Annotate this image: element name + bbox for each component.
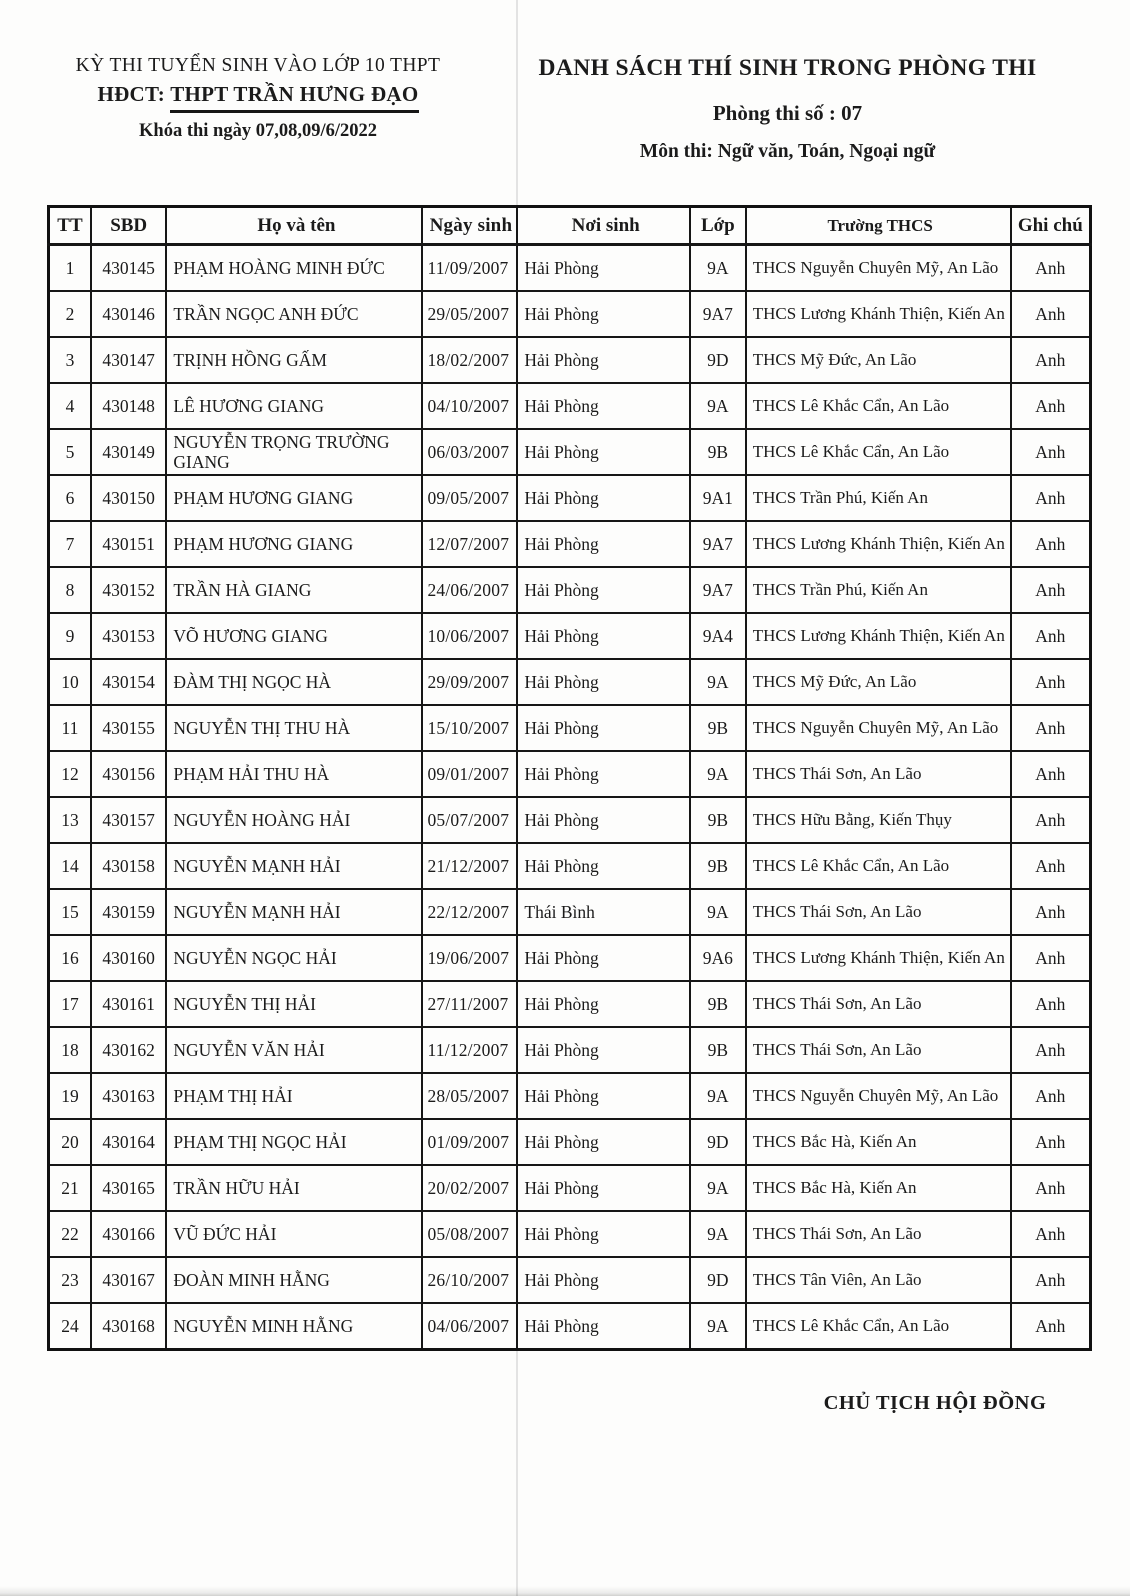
cell-note: Anh [1011, 567, 1091, 613]
cell-candidate-id: 430164 [91, 1119, 166, 1165]
scan-edge-shadow [0, 1586, 1130, 1596]
cell-full-name: TRẦN HỮU HẢI [166, 1165, 422, 1211]
cell-place-of-birth: Hải Phòng [517, 245, 690, 292]
cell-date-of-birth: 04/10/2007 [422, 383, 517, 429]
cell-ordinal: 2 [49, 291, 91, 337]
cell-full-name: TRẦN HÀ GIANG [166, 567, 422, 613]
cell-candidate-id: 430166 [91, 1211, 166, 1257]
cell-school: THCS Mỹ Đức, An Lão [746, 337, 1011, 383]
cell-full-name: NGUYỄN HOÀNG HẢI [166, 797, 422, 843]
cell-school: THCS Thái Sơn, An Lão [746, 751, 1011, 797]
cell-full-name: ĐOÀN MINH HẰNG [166, 1257, 422, 1303]
cell-place-of-birth: Hải Phòng [517, 429, 690, 475]
document-title-block [505, 55, 1070, 163]
cell-date-of-birth: 22/12/2007 [422, 889, 517, 935]
exam-dates-line: Khóa thi ngày 07,08,09/6/2022 [139, 121, 377, 141]
cell-date-of-birth: 27/11/2007 [422, 981, 517, 1027]
cell-ordinal: 1 [49, 245, 91, 292]
cell-note: Anh [1011, 1073, 1091, 1119]
cell-place-of-birth: Hải Phòng [517, 475, 690, 521]
table-row [49, 521, 1091, 567]
cell-place-of-birth: Hải Phòng [517, 1165, 690, 1211]
cell-place-of-birth: Hải Phòng [517, 521, 690, 567]
table-row [49, 889, 1091, 935]
cell-school: THCS Thái Sơn, An Lão [746, 1027, 1011, 1073]
cell-candidate-id: 430146 [91, 291, 166, 337]
cell-date-of-birth: 18/02/2007 [422, 337, 517, 383]
cell-school: THCS Nguyễn Chuyên Mỹ, An Lão [746, 245, 1011, 292]
cell-ordinal: 11 [49, 705, 91, 751]
cell-class: 9B [690, 705, 746, 751]
cell-note: Anh [1011, 429, 1091, 475]
cell-full-name: NGUYỄN MẠNH HẢI [166, 889, 422, 935]
cell-candidate-id: 430159 [91, 889, 166, 935]
table-row [49, 659, 1091, 705]
table-row [49, 613, 1091, 659]
cell-ordinal: 8 [49, 567, 91, 613]
cell-date-of-birth: 01/09/2007 [422, 1119, 517, 1165]
cell-date-of-birth: 26/10/2007 [422, 1257, 517, 1303]
cell-ordinal: 9 [49, 613, 91, 659]
cell-school: THCS Thái Sơn, An Lão [746, 1211, 1011, 1257]
cell-class: 9A [690, 1165, 746, 1211]
cell-note: Anh [1011, 659, 1091, 705]
cell-school: THCS Bắc Hà, Kiến An [746, 1165, 1011, 1211]
cell-class: 9A [690, 751, 746, 797]
cell-class: 9A7 [690, 567, 746, 613]
cell-school: THCS Lê Khắc Cẩn, An Lão [746, 1303, 1011, 1350]
cell-school: THCS Tân Viên, An Lão [746, 1257, 1011, 1303]
cell-date-of-birth: 06/03/2007 [422, 429, 517, 475]
cell-ordinal: 5 [49, 429, 91, 475]
candidate-rows [49, 245, 1091, 1350]
cell-ordinal: 19 [49, 1073, 91, 1119]
table-row [49, 567, 1091, 613]
cell-date-of-birth: 11/12/2007 [422, 1027, 517, 1073]
cell-place-of-birth: Hải Phòng [517, 383, 690, 429]
table-row [49, 1119, 1091, 1165]
cell-date-of-birth: 20/02/2007 [422, 1165, 517, 1211]
cell-candidate-id: 430152 [91, 567, 166, 613]
cell-note: Anh [1011, 1165, 1091, 1211]
cell-class: 9A [690, 1303, 746, 1350]
cell-school: THCS Trần Phú, Kiến An [746, 475, 1011, 521]
cell-class: 9A [690, 1073, 746, 1119]
cell-full-name: ĐÀM THỊ NGỌC HÀ [166, 659, 422, 705]
cell-note: Anh [1011, 1119, 1091, 1165]
cell-place-of-birth: Thái Bình [517, 889, 690, 935]
cell-school: THCS Mỹ Đức, An Lão [746, 659, 1011, 705]
cell-date-of-birth: 29/05/2007 [422, 291, 517, 337]
cell-class: 9A1 [690, 475, 746, 521]
cell-note: Anh [1011, 935, 1091, 981]
column-header-sbd: SBD [91, 207, 166, 245]
cell-candidate-id: 430156 [91, 751, 166, 797]
cell-ordinal: 24 [49, 1303, 91, 1350]
cell-candidate-id: 430148 [91, 383, 166, 429]
exam-board-header [58, 55, 458, 142]
table-row [49, 1211, 1091, 1257]
cell-school: THCS Lê Khắc Cẩn, An Lão [746, 429, 1011, 475]
cell-school: THCS Hữu Bằng, Kiến Thụy [746, 797, 1011, 843]
cell-ordinal: 18 [49, 1027, 91, 1073]
cell-candidate-id: 430145 [91, 245, 166, 292]
council-line [58, 82, 458, 107]
cell-candidate-id: 430168 [91, 1303, 166, 1350]
cell-full-name: PHẠM HẢI THU HÀ [166, 751, 422, 797]
cell-note: Anh [1011, 1211, 1091, 1257]
cell-school: THCS Trần Phú, Kiến An [746, 567, 1011, 613]
cell-candidate-id: 430165 [91, 1165, 166, 1211]
cell-place-of-birth: Hải Phòng [517, 705, 690, 751]
cell-full-name: VŨ ĐỨC HẢI [166, 1211, 422, 1257]
cell-full-name: LÊ HƯƠNG GIANG [166, 383, 422, 429]
cell-note: Anh [1011, 751, 1091, 797]
cell-full-name: PHẠM HOÀNG MINH ĐỨC [166, 245, 422, 292]
cell-date-of-birth: 05/07/2007 [422, 797, 517, 843]
cell-class: 9A [690, 889, 746, 935]
cell-full-name: PHẠM HƯƠNG GIANG [166, 475, 422, 521]
council-school-name: THPT TRẦN HƯNG ĐẠO [170, 82, 418, 113]
cell-note: Anh [1011, 245, 1091, 292]
cell-candidate-id: 430153 [91, 613, 166, 659]
cell-date-of-birth: 09/05/2007 [422, 475, 517, 521]
column-header-class: Lớp [690, 207, 746, 245]
cell-place-of-birth: Hải Phòng [517, 1303, 690, 1350]
table-header [49, 207, 1091, 245]
cell-ordinal: 15 [49, 889, 91, 935]
cell-ordinal: 20 [49, 1119, 91, 1165]
cell-school: THCS Nguyễn Chuyên Mỹ, An Lão [746, 705, 1011, 751]
cell-school: THCS Nguyễn Chuyên Mỹ, An Lão [746, 1073, 1011, 1119]
cell-candidate-id: 430149 [91, 429, 166, 475]
column-header-tt: TT [49, 207, 91, 245]
cell-date-of-birth: 28/05/2007 [422, 1073, 517, 1119]
cell-candidate-id: 430158 [91, 843, 166, 889]
cell-school: THCS Thái Sơn, An Lão [746, 981, 1011, 1027]
exam-room-number: Phòng thi số : 07 [712, 101, 863, 125]
cell-note: Anh [1011, 337, 1091, 383]
cell-class: 9A [690, 659, 746, 705]
table-row [49, 1165, 1091, 1211]
cell-full-name: NGUYỄN VĂN HẢI [166, 1027, 422, 1073]
cell-place-of-birth: Hải Phòng [517, 613, 690, 659]
cell-place-of-birth: Hải Phòng [517, 797, 690, 843]
cell-note: Anh [1011, 981, 1091, 1027]
cell-candidate-id: 430151 [91, 521, 166, 567]
table-row [49, 291, 1091, 337]
cell-date-of-birth: 21/12/2007 [422, 843, 517, 889]
cell-date-of-birth: 15/10/2007 [422, 705, 517, 751]
cell-candidate-id: 430155 [91, 705, 166, 751]
cell-class: 9A7 [690, 521, 746, 567]
cell-place-of-birth: Hải Phòng [517, 659, 690, 705]
cell-candidate-id: 430154 [91, 659, 166, 705]
cell-place-of-birth: Hải Phòng [517, 1119, 690, 1165]
cell-full-name: PHẠM THỊ HẢI [166, 1073, 422, 1119]
cell-date-of-birth: 04/06/2007 [422, 1303, 517, 1350]
cell-class: 9A7 [690, 291, 746, 337]
table-row [49, 935, 1091, 981]
cell-class: 9B [690, 1027, 746, 1073]
cell-ordinal: 21 [49, 1165, 91, 1211]
table-row [49, 1027, 1091, 1073]
cell-school: THCS Lương Khánh Thiện, Kiến An [746, 613, 1011, 659]
exam-name-line: KỲ THI TUYỂN SINH VÀO LỚP 10 THPT [75, 55, 441, 76]
table-row [49, 797, 1091, 843]
exam-subjects-line: Môn thi: Ngữ văn, Toán, Ngoại ngữ [639, 141, 936, 162]
cell-ordinal: 4 [49, 383, 91, 429]
cell-ordinal: 10 [49, 659, 91, 705]
cell-place-of-birth: Hải Phòng [517, 337, 690, 383]
cell-place-of-birth: Hải Phòng [517, 1211, 690, 1257]
cell-note: Anh [1011, 1257, 1091, 1303]
cell-school: THCS Lê Khắc Cẩn, An Lão [746, 843, 1011, 889]
cell-class: 9A [690, 245, 746, 292]
cell-ordinal: 3 [49, 337, 91, 383]
cell-place-of-birth: Hải Phòng [517, 751, 690, 797]
cell-candidate-id: 430160 [91, 935, 166, 981]
cell-date-of-birth: 12/07/2007 [422, 521, 517, 567]
cell-date-of-birth: 09/01/2007 [422, 751, 517, 797]
cell-note: Anh [1011, 889, 1091, 935]
cell-candidate-id: 430150 [91, 475, 166, 521]
cell-ordinal: 16 [49, 935, 91, 981]
cell-candidate-id: 430167 [91, 1257, 166, 1303]
cell-candidate-id: 430157 [91, 797, 166, 843]
table-row [49, 705, 1091, 751]
table-row [49, 1303, 1091, 1350]
cell-candidate-id: 430163 [91, 1073, 166, 1119]
cell-full-name: NGUYỄN THỊ HẢI [166, 981, 422, 1027]
cell-place-of-birth: Hải Phòng [517, 1027, 690, 1073]
cell-place-of-birth: Hải Phòng [517, 291, 690, 337]
cell-date-of-birth: 19/06/2007 [422, 935, 517, 981]
council-prefix: HĐCT: [97, 82, 171, 106]
cell-note: Anh [1011, 705, 1091, 751]
cell-place-of-birth: Hải Phòng [517, 981, 690, 1027]
cell-class: 9A [690, 1211, 746, 1257]
cell-class: 9D [690, 337, 746, 383]
cell-date-of-birth: 05/08/2007 [422, 1211, 517, 1257]
cell-school: THCS Thái Sơn, An Lão [746, 889, 1011, 935]
cell-place-of-birth: Hải Phòng [517, 935, 690, 981]
column-header-note: Ghi chú [1011, 207, 1091, 245]
cell-class: 9D [690, 1119, 746, 1165]
cell-ordinal: 13 [49, 797, 91, 843]
cell-ordinal: 6 [49, 475, 91, 521]
cell-ordinal: 17 [49, 981, 91, 1027]
cell-class: 9B [690, 981, 746, 1027]
table-row [49, 1257, 1091, 1303]
cell-full-name: PHẠM THỊ NGỌC HẢI [166, 1119, 422, 1165]
cell-school: THCS Lê Khắc Cẩn, An Lão [746, 383, 1011, 429]
cell-place-of-birth: Hải Phòng [517, 843, 690, 889]
cell-full-name: NGUYỄN MINH HẰNG [166, 1303, 422, 1350]
cell-date-of-birth: 29/09/2007 [422, 659, 517, 705]
cell-candidate-id: 430161 [91, 981, 166, 1027]
cell-class: 9B [690, 843, 746, 889]
cell-school: THCS Lương Khánh Thiện, Kiến An [746, 521, 1011, 567]
document-title: DANH SÁCH THÍ SINH TRONG PHÒNG THI [538, 55, 1037, 81]
table-row [49, 843, 1091, 889]
table-row [49, 1073, 1091, 1119]
column-header-school: Trường THCS [746, 207, 1011, 245]
cell-date-of-birth: 11/09/2007 [422, 245, 517, 292]
cell-note: Anh [1011, 475, 1091, 521]
cell-class: 9A [690, 383, 746, 429]
cell-ordinal: 7 [49, 521, 91, 567]
table-row [49, 383, 1091, 429]
council-chairman-signature-title: CHỦ TỊCH HỘI ĐỒNG [823, 1392, 1047, 1414]
cell-date-of-birth: 10/06/2007 [422, 613, 517, 659]
cell-note: Anh [1011, 843, 1091, 889]
column-header-dob: Ngày sinh [422, 207, 517, 245]
candidate-roster-table [47, 205, 1092, 1351]
cell-school: THCS Bắc Hà, Kiến An [746, 1119, 1011, 1165]
cell-note: Anh [1011, 1303, 1091, 1350]
cell-candidate-id: 430147 [91, 337, 166, 383]
table-row [49, 337, 1091, 383]
cell-full-name: PHẠM HƯƠNG GIANG [166, 521, 422, 567]
table-row [49, 475, 1091, 521]
cell-class: 9A4 [690, 613, 746, 659]
cell-place-of-birth: Hải Phòng [517, 567, 690, 613]
cell-ordinal: 14 [49, 843, 91, 889]
cell-note: Anh [1011, 613, 1091, 659]
cell-date-of-birth: 24/06/2007 [422, 567, 517, 613]
header-row [49, 207, 1091, 245]
table-row [49, 245, 1091, 292]
cell-place-of-birth: Hải Phòng [517, 1073, 690, 1119]
cell-full-name: NGUYỄN TRỌNG TRƯỜNG GIANG [166, 429, 422, 475]
cell-school: THCS Lương Khánh Thiện, Kiến An [746, 935, 1011, 981]
cell-candidate-id: 430162 [91, 1027, 166, 1073]
cell-class: 9A6 [690, 935, 746, 981]
cell-full-name: TRẦN NGỌC ANH ĐỨC [166, 291, 422, 337]
table-row [49, 751, 1091, 797]
cell-full-name: NGUYỄN NGỌC HẢI [166, 935, 422, 981]
cell-full-name: NGUYỄN MẠNH HẢI [166, 843, 422, 889]
cell-class: 9B [690, 797, 746, 843]
cell-note: Anh [1011, 291, 1091, 337]
cell-full-name: TRỊNH HỒNG GẤM [166, 337, 422, 383]
cell-full-name: NGUYỄN THỊ THU HÀ [166, 705, 422, 751]
cell-class: 9D [690, 1257, 746, 1303]
column-header-name: Họ và tên [166, 207, 422, 245]
cell-note: Anh [1011, 1027, 1091, 1073]
cell-ordinal: 12 [49, 751, 91, 797]
cell-place-of-birth: Hải Phòng [517, 1257, 690, 1303]
cell-full-name: VÕ HƯƠNG GIANG [166, 613, 422, 659]
table-row [49, 429, 1091, 475]
cell-note: Anh [1011, 797, 1091, 843]
table-row [49, 981, 1091, 1027]
cell-school: THCS Lương Khánh Thiện, Kiến An [746, 291, 1011, 337]
cell-class: 9B [690, 429, 746, 475]
cell-ordinal: 23 [49, 1257, 91, 1303]
cell-ordinal: 22 [49, 1211, 91, 1257]
cell-note: Anh [1011, 521, 1091, 567]
column-header-pob: Nơi sinh [517, 207, 690, 245]
cell-note: Anh [1011, 383, 1091, 429]
